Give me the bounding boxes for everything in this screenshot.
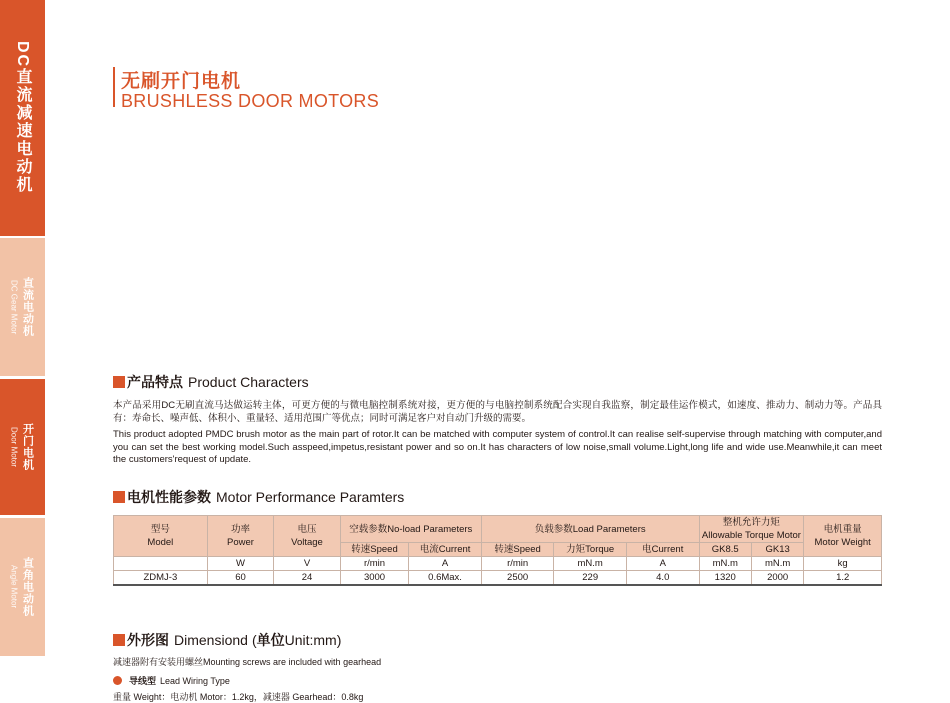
header-power-en: Power bbox=[227, 537, 254, 548]
header-weight-en: Motor Weight bbox=[814, 537, 871, 548]
header-power bbox=[207, 516, 274, 557]
table-units-row bbox=[114, 557, 882, 571]
cell-load-current: 4.0 bbox=[626, 571, 699, 586]
sidebar-tab-label: 直角电动机 bbox=[21, 557, 34, 617]
section-heading-unit-en: Unit:mm) bbox=[284, 632, 342, 648]
unit-cell: A bbox=[626, 557, 699, 571]
header-torque bbox=[699, 516, 804, 543]
sidebar-tab-label: 直流电动机 bbox=[21, 277, 34, 337]
section-heading-en: Motor Performance Paramters bbox=[216, 489, 405, 505]
section-heading-cn: 电机性能参数 bbox=[127, 489, 211, 505]
header-torque-en: Allowable Torque Motor bbox=[701, 530, 801, 541]
section-heading-performance bbox=[113, 487, 404, 507]
lead-wiring-type bbox=[113, 674, 230, 687]
header-model-cn: 型号 bbox=[150, 524, 170, 535]
table-header-row bbox=[114, 516, 882, 543]
unit-cell: r/min bbox=[340, 557, 409, 571]
lead-type-cn: 导线型 bbox=[129, 676, 157, 686]
cell-voltage: 24 bbox=[274, 571, 341, 586]
square-bullet-icon bbox=[113, 491, 125, 503]
section-heading-dimension bbox=[113, 630, 341, 650]
lead-type-en: Lead Wiring Type bbox=[160, 675, 230, 686]
section-heading-characters bbox=[113, 372, 309, 392]
unit-cell: A bbox=[409, 557, 482, 571]
section-heading-paren: ( bbox=[251, 632, 257, 648]
section-heading-en: Dimensiond bbox=[174, 632, 248, 648]
cell-load-speed: 2500 bbox=[481, 571, 554, 586]
sidebar-tab-sublabel: DC Gear Motor bbox=[9, 279, 19, 335]
subheader-cell: GK8.5 bbox=[699, 543, 751, 557]
header-voltage bbox=[274, 516, 341, 557]
characters-text-cn: 本产品采用DC无刷直流马达做运转主体，可更方便的与微电脑控制系统对接，更方便的与电脑控制系统配合实现自我监察，制定最佳运作模式，如速度、推动力、制动力等。产品具有：寿命长、噪声低、体积小、重量轻、适用范围广等优点；同时可满足客户对自动门升级的需要。 bbox=[113, 400, 882, 424]
sidebar-tab-label: DC直流减速电动机 bbox=[14, 41, 31, 195]
unit-cell: V bbox=[274, 557, 341, 571]
cell-noload-speed: 3000 bbox=[340, 571, 409, 586]
circle-bullet-icon bbox=[113, 676, 122, 685]
cell-power: 60 bbox=[207, 571, 274, 586]
cell-noload-current: 0.6Max. bbox=[409, 571, 482, 586]
subheader-cell: 电Current bbox=[626, 543, 699, 557]
header-model-en: Model bbox=[147, 537, 174, 548]
subheader-cell: 力矩Torque bbox=[554, 543, 627, 557]
unit-cell: mN.m bbox=[699, 557, 751, 571]
subheader-cell: 转速Speed bbox=[340, 543, 409, 557]
sidebar-tab-angle-motor[interactable] bbox=[0, 518, 45, 656]
page-title-cn: 无刷开门电机 bbox=[121, 71, 242, 92]
sidebar-tab-dc-motor[interactable] bbox=[0, 238, 45, 376]
sidebar-tab-door-motor[interactable] bbox=[0, 379, 45, 515]
header-weight-cn: 电机重量 bbox=[823, 524, 862, 535]
characters-text-en: This product adopted PMDC brush motor as the main part of rotor.It can be matched with computer system of control.It can realise self-supervise through matching with computer,and you can set the best working model.Such asspeed,impetus,resistant power and so on.It has characters of low noise,small volume.Light,long life and wide use.Meanwhile,it can meet the customers'request of update. bbox=[113, 429, 882, 465]
header-weight bbox=[804, 516, 882, 557]
header-torque-cn: 整机允许力矩 bbox=[722, 517, 780, 528]
page-title-en: BRUSHLESS DOOR MOTORS bbox=[121, 91, 380, 111]
unit-cell: mN.m bbox=[751, 557, 803, 571]
header-voltage-cn: 电压 bbox=[297, 524, 317, 535]
subheader-cell: GK13 bbox=[751, 543, 803, 557]
sidebar-tab-sublabel: Door Motor bbox=[9, 426, 19, 467]
subheader-cell: 转速Speed bbox=[481, 543, 554, 557]
header-power-cn: 功率 bbox=[230, 524, 250, 535]
sidebar-tab-label: 开门电机 bbox=[21, 423, 34, 471]
unit-cell: W bbox=[207, 557, 274, 571]
section-heading-cn: 外形图 bbox=[127, 632, 169, 648]
sidebar-nav bbox=[0, 0, 45, 695]
unit-cell bbox=[114, 557, 208, 571]
unit-cell: kg bbox=[804, 557, 882, 571]
header-voltage-en: Voltage bbox=[291, 537, 323, 548]
square-bullet-icon bbox=[113, 634, 125, 646]
sidebar-tab-sublabel: Angle Motor bbox=[9, 565, 19, 609]
section-heading-unit-cn: 单位 bbox=[256, 632, 285, 648]
table-row bbox=[114, 571, 882, 586]
mounting-note: 减速器附有安装用螺丝Mounting screws are included with gearhead bbox=[113, 657, 382, 667]
header-model bbox=[114, 516, 208, 557]
performance-table bbox=[113, 515, 882, 586]
sidebar-tab-dc-gear-motor[interactable] bbox=[0, 0, 45, 236]
unit-cell: mN.m bbox=[554, 557, 627, 571]
header-noload: 空载参数No-load Parameters bbox=[340, 516, 481, 543]
cell-model: ZDMJ-3 bbox=[114, 571, 208, 586]
section-heading-en: Product Characters bbox=[188, 374, 309, 390]
section-heading-cn: 产品特点 bbox=[127, 374, 183, 390]
cell-load-torque: 229 bbox=[554, 571, 627, 586]
unit-cell: r/min bbox=[481, 557, 554, 571]
square-bullet-icon bbox=[113, 376, 125, 388]
subheader-cell: 电流Current bbox=[409, 543, 482, 557]
header-load: 负载参数Load Parameters bbox=[481, 516, 699, 543]
cell-weight: 1.2 bbox=[804, 571, 882, 586]
cell-gk85: 1320 bbox=[699, 571, 751, 586]
title-accent-bar bbox=[113, 67, 115, 107]
cell-gk13: 2000 bbox=[751, 571, 803, 586]
weight-note: 重量 Weight：电动机 Motor：1.2kg，减速器 Gearhead：0.8kg bbox=[113, 692, 364, 702]
